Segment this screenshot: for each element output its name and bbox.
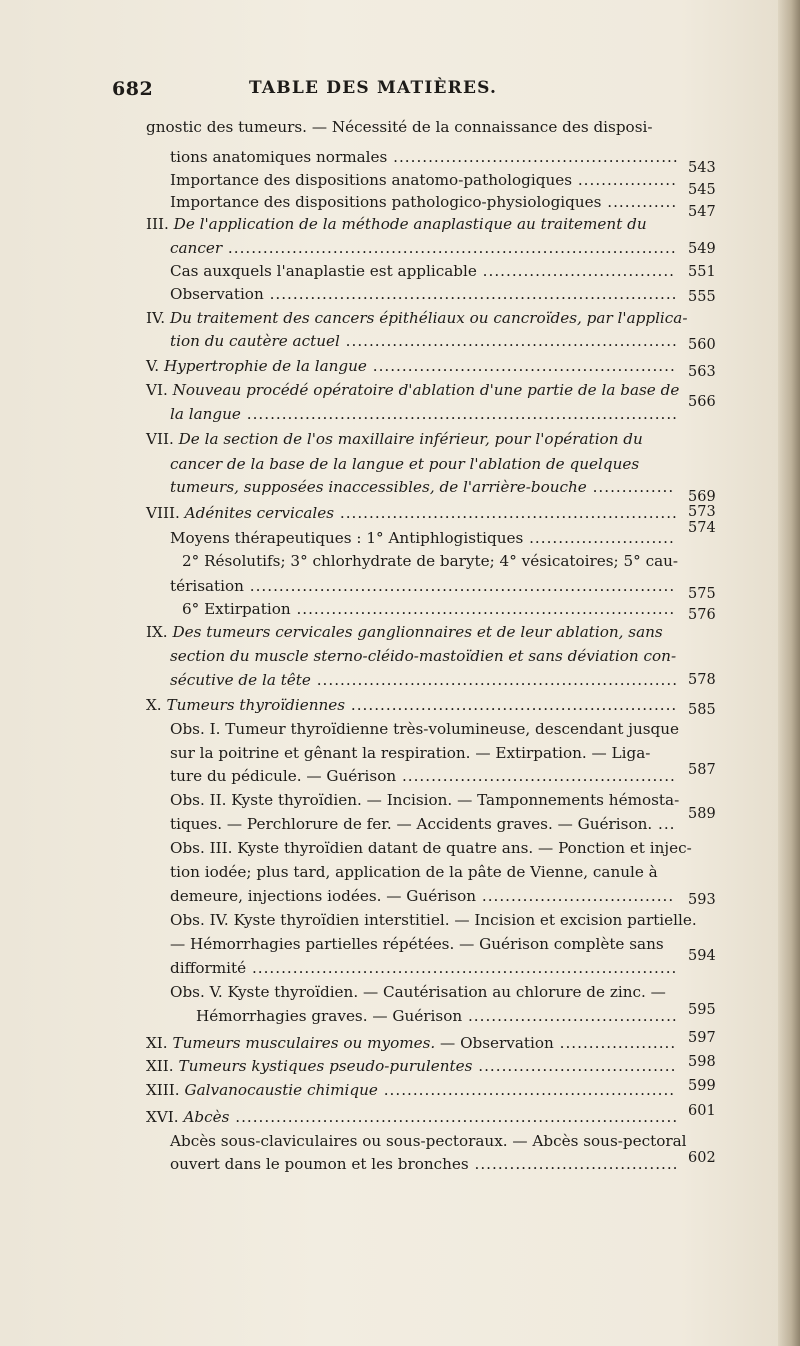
toc-entry [146, 1107, 678, 1127]
toc-entry [146, 1080, 675, 1100]
dot-leader: .......................................................................... [240, 405, 679, 423]
dot-leader: ........................................................ [345, 696, 678, 714]
toc-entry-text: ture du pédicule. — Guérison [170, 767, 397, 785]
toc-page-number: 574 [688, 520, 716, 536]
toc-entry-text: section du muscle sterno-cléido-mastoïdien et sans déviation con- [170, 647, 677, 665]
dot-leader: ... [652, 815, 676, 833]
toc-entry-text: Obs. IV. Kyste thyroïdien interstitiel. — Incision et excision partielle. [170, 911, 697, 929]
toc-entry [170, 1154, 679, 1174]
dot-leader: ................................................. [387, 148, 679, 166]
dot-leader: ............ [601, 193, 678, 211]
dot-leader: ......................................................................... [246, 959, 678, 977]
page-number: 682 [112, 78, 154, 100]
toc-entry-text: — Hémorrhagies partielles répétées. — Guérison complète sans [170, 935, 664, 953]
dot-leader: ................................. [476, 887, 675, 905]
dot-leader: ......................................................................... [243, 577, 676, 595]
toc-entry [170, 1131, 687, 1151]
toc-page-number: 594 [688, 948, 716, 964]
toc-entry-text: tiques. — Perchlorure de fer. — Accidents graves. — Guérison. [170, 815, 653, 833]
dot-leader: .............................................................. [310, 671, 679, 689]
toc-entry-text: térisation [170, 577, 244, 595]
toc-entry-text: Importance des dispositions pathologico-physiologiques [170, 193, 602, 211]
toc-entry-text: IX. Des tumeurs cervicales ganglionnaires et de leur ablation, sans [146, 623, 663, 641]
toc-entry-text: VIII. Adénites cervicales [146, 504, 335, 522]
toc-entry-text: Observation [170, 285, 264, 303]
toc-entry-text: Moyens thérapeutiques : 1° Antiphlogistiques [170, 529, 524, 547]
toc-entry [146, 214, 647, 234]
toc-entry [170, 766, 676, 786]
dot-leader: .................... [553, 1034, 677, 1052]
dot-leader: ......................... [523, 529, 675, 547]
toc-entry [146, 117, 652, 137]
dot-leader: ......................................................... [339, 332, 678, 350]
toc-page-number: 578 [688, 672, 716, 688]
toc-page-number: 545 [688, 182, 716, 198]
toc-entry [146, 622, 663, 642]
toc-entry-text: 6° Extirpation [182, 600, 291, 618]
toc-page-number: 585 [688, 702, 716, 718]
toc-entry [170, 528, 675, 548]
dot-leader: ................................. [476, 262, 676, 280]
toc-page-number: 602 [688, 1150, 716, 1166]
toc-entry [170, 934, 664, 954]
toc-entry-text: Obs. II. Kyste thyroïdien. — Incision. — Tamponnements hémosta- [170, 791, 680, 809]
toc-entry-text: Cas auxquels l'anaplastie est applicable [170, 262, 477, 280]
toc-entry-text: Obs. V. Kyste thyroïdien. — Cautérisation au chlorure de zinc. — [170, 983, 666, 1001]
toc-entry-text: la langue [170, 405, 241, 423]
toc-page-number: 569 [688, 489, 716, 505]
toc-page-number: 598 [688, 1054, 716, 1070]
dot-leader: .................................................. [377, 1081, 676, 1099]
toc-entry [170, 261, 675, 281]
dot-leader: ............................................................................. [222, 239, 677, 257]
toc-page-number: 547 [688, 204, 716, 220]
toc-entry-text: IV. Du traitement des cancers épithéliaux ou cancroïdes, par l'applica- [146, 309, 688, 327]
toc-entry-text: sur la poitrine et gênant la respiration. — Extirpation. — Liga- [170, 744, 651, 762]
toc-page-number: 589 [688, 806, 716, 822]
toc-entry [170, 838, 692, 858]
toc-entry-text: Hémorrhagies graves. — Guérison [196, 1007, 463, 1025]
toc-page-number: 587 [688, 762, 716, 778]
toc-entry [146, 308, 687, 328]
toc-entry-text: Obs. III. Kyste thyroïdien datant de quatre ans. — Ponction et injec- [170, 839, 692, 857]
toc-entry [146, 429, 643, 449]
toc-entry-text: tions anatomiques normales [170, 148, 388, 166]
toc-entry [170, 743, 650, 763]
toc-entry [170, 719, 679, 739]
toc-entry [170, 454, 639, 474]
toc-entry-text: VII. De la section de l'os maxillaire inférieur, pour l'opération du [146, 430, 643, 448]
toc-entry [170, 670, 678, 690]
toc-page-number: 551 [688, 264, 716, 280]
toc-entry [170, 958, 677, 978]
dot-leader: .................................. [472, 1057, 677, 1075]
dot-leader: .................................................... [366, 357, 676, 375]
toc-entry-text: V. Hypertrophie de la langue [146, 357, 367, 375]
toc-entry [170, 404, 678, 424]
toc-entry [170, 477, 674, 497]
toc-page-number: 543 [688, 160, 716, 176]
toc-page-number: 555 [688, 289, 716, 305]
toc-entry [170, 284, 678, 304]
toc-entry [170, 982, 666, 1002]
toc-entry-text: tumeurs, supposées inaccessibles, de l'arrière-bouche [170, 478, 587, 496]
toc-entry [146, 356, 676, 376]
toc-entry-text: tion iodée; plus tard, application de la pâte de Vienne, canule à [170, 863, 658, 881]
toc-page-number: 566 [688, 394, 716, 410]
toc-entry-text: 2° Résolutifs; 3° chlorhydrate de baryte; 4° vésicatoires; 5° cau- [182, 552, 679, 570]
toc-entry [170, 862, 658, 882]
toc-entry-text: Importance des dispositions anatomo-pathologiques [170, 171, 573, 189]
toc-entry [170, 646, 676, 666]
toc-entry-text: XI. Tumeurs musculaires ou myomes. — Observation [146, 1034, 554, 1052]
toc-entry-text: sécutive de la tête [170, 671, 311, 689]
toc-page-number: 593 [688, 892, 716, 908]
toc-entry-text: cancer de la base de la langue et pour l'ablation de quelques [170, 455, 640, 473]
toc-entry-text: XII. Tumeurs kystiques pseudo-purulentes [146, 1057, 473, 1075]
toc-entry [170, 331, 678, 351]
dot-leader: ................. [572, 171, 677, 189]
toc-page-number: 560 [688, 337, 716, 353]
toc-entry [170, 147, 679, 167]
toc-entry [170, 192, 677, 212]
toc-entry [170, 814, 676, 834]
toc-page-number: 576 [688, 607, 716, 623]
toc-entry [170, 910, 697, 930]
dot-leader: .......................................................... [334, 504, 678, 522]
toc-entry [146, 695, 677, 715]
toc-entry [196, 1006, 678, 1026]
toc-entry [170, 170, 677, 190]
toc-entry-text: difformité [170, 959, 247, 977]
toc-entry [146, 503, 678, 523]
toc-entry [170, 576, 675, 596]
toc-entry-text: ouvert dans le poumon et les bronches [170, 1155, 469, 1173]
toc-entry [146, 1056, 676, 1076]
toc-page-number: 601 [688, 1103, 716, 1119]
toc-entry [182, 551, 678, 571]
toc-page-number: 597 [688, 1030, 716, 1046]
toc-entry-text: gnostic des tumeurs. — Nécessité de la connaissance des disposi- [146, 118, 653, 136]
toc-entry-text: cancer [170, 239, 223, 257]
toc-entry [182, 599, 675, 619]
toc-entry [170, 790, 679, 810]
toc-entry [146, 1033, 676, 1053]
dot-leader: ............................................................................ [229, 1108, 679, 1126]
toc-entry [170, 238, 677, 258]
toc-page-number: 595 [688, 1002, 716, 1018]
running-title: TABLE DES MATIÈRES. [249, 78, 498, 98]
toc-entry-text: XIII. Galvanocaustie chimique [146, 1081, 378, 1099]
toc-entry-text: demeure, injections iodées. — Guérison [170, 887, 477, 905]
dot-leader: ................................................................. [290, 600, 676, 618]
toc-entry-text: tion du cautère actuel [170, 332, 340, 350]
dot-leader: ...................................................................... [263, 285, 678, 303]
dot-leader: .............. [586, 478, 675, 496]
toc-entry-text: XVI. Abcès [146, 1108, 230, 1126]
toc-entry-text: III. De l'application de la méthode anaplastique au traitement du [146, 215, 647, 233]
toc-entry [170, 886, 674, 906]
toc-page-number: 575 [688, 586, 716, 602]
toc-page-number: 563 [688, 364, 716, 380]
toc-entry-text: Abcès sous-claviculaires ou sous-pectoraux. — Abcès sous-pectoral [170, 1132, 687, 1150]
toc-page-number: 599 [688, 1078, 716, 1094]
toc-page-number: 549 [688, 241, 716, 257]
toc-entry-text: Obs. I. Tumeur thyroïdienne très-volumineuse, descendant jusque [170, 720, 680, 738]
dot-leader: .................................... [462, 1007, 678, 1025]
toc-entry [146, 380, 679, 400]
toc-page-number: 573 [688, 504, 716, 520]
toc-entry-text: X. Tumeurs thyroïdiennes [146, 696, 346, 714]
dot-leader: ............................................... [396, 767, 676, 785]
toc-entry-text: VI. Nouveau procédé opératoire d'ablation d'une partie de la base de [146, 381, 680, 399]
dot-leader: ................................... [468, 1155, 679, 1173]
